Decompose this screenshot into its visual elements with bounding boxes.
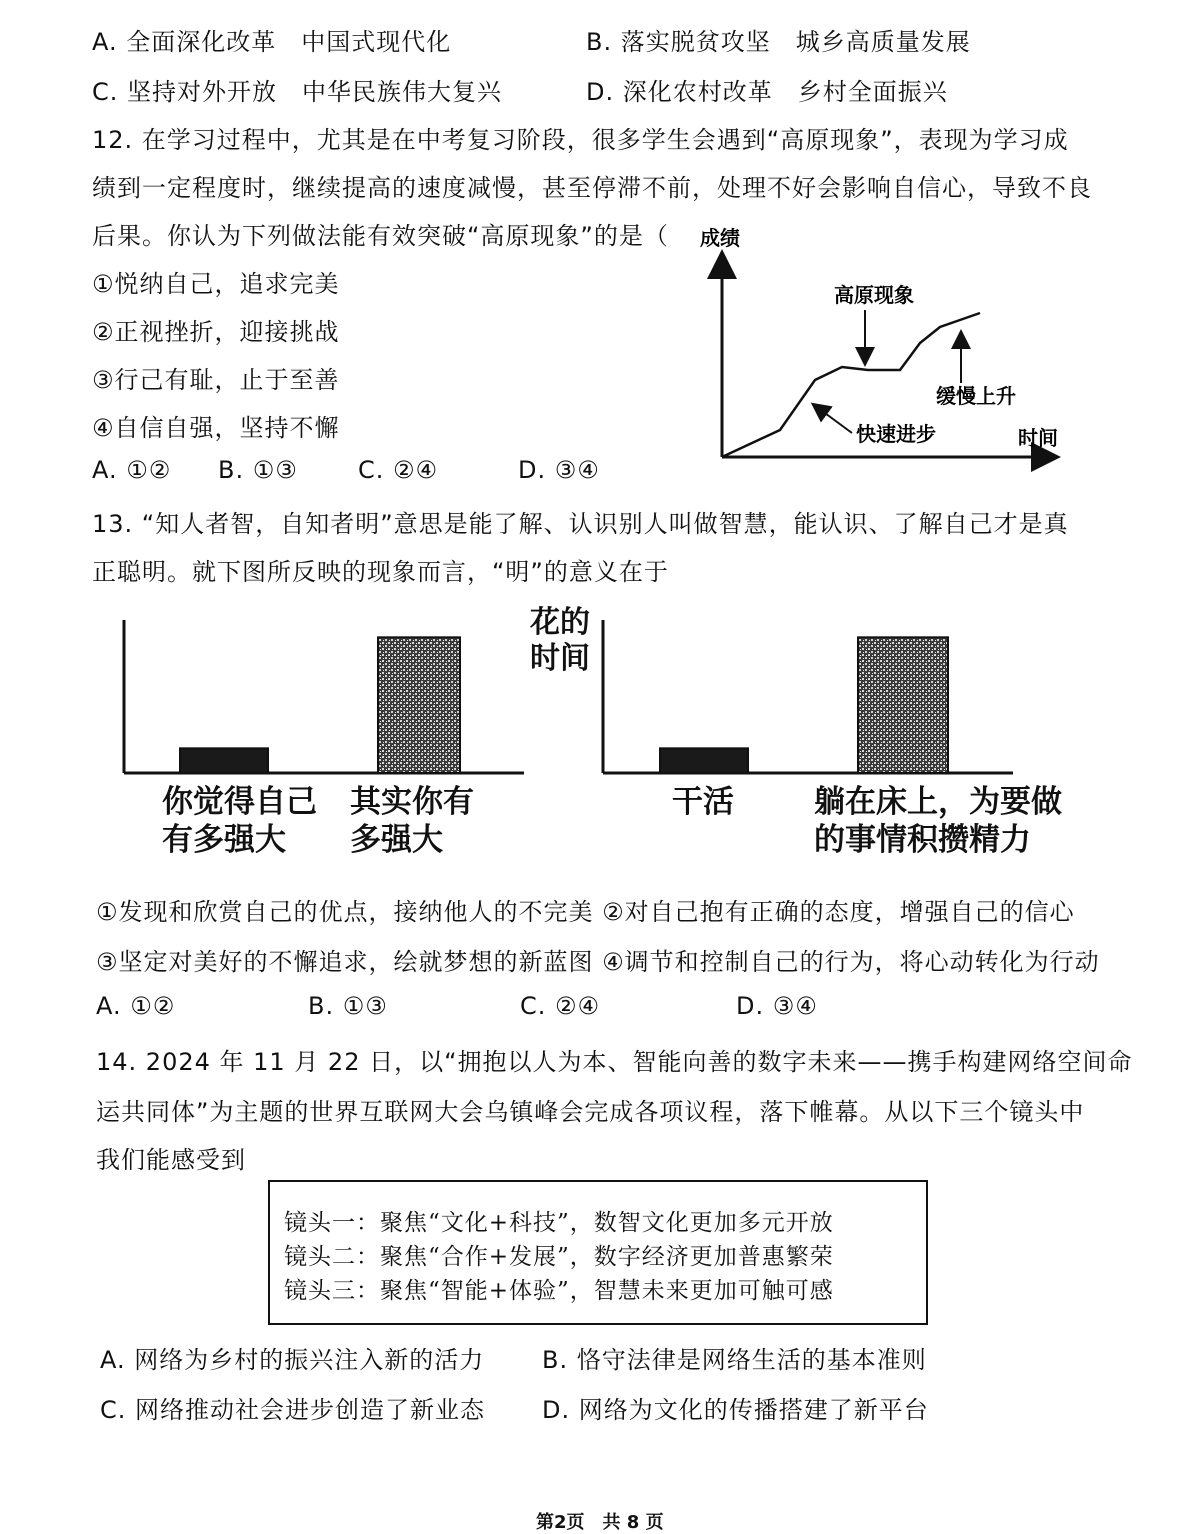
label-plateau: 高原现象 xyxy=(834,283,914,307)
q14-option-c: C. 网络推动社会进步创造了新业态 xyxy=(100,1396,486,1424)
q12-stem-line2: 绩到一定程度时，继续提高的速度减慢，甚至停滞不前，处理不好会影响自信心，导致不良 xyxy=(92,174,1092,202)
shot-1: 镜头一：聚焦“文化+科技”，数智文化更加多元开放 xyxy=(284,1210,834,1236)
q12-item-1: ①悦纳自己，追求完美 xyxy=(92,270,340,298)
q11-option-d: D. 深化农村改革 乡村全面振兴 xyxy=(586,78,948,106)
q14-stem-line3: 我们能感受到 xyxy=(96,1146,246,1174)
self-awareness-bar-charts xyxy=(100,600,1100,870)
q13-stem-line2: 正聪明。就下图所反映的现象而言，“明”的意义在于 xyxy=(92,558,669,586)
q14-option-d: D. 网络为文化的传播搭建了新平台 xyxy=(542,1396,929,1424)
shot-2: 镜头二：聚焦“合作+发展”，数字经济更加普惠繁荣 xyxy=(284,1244,834,1270)
chart-1-category-label-2: 其实你有 xyxy=(350,784,474,820)
shot-3: 镜头三：聚焦“智能+体验”，智慧未来更加可触可感 xyxy=(284,1278,834,1304)
graph-y-label: 成绩 xyxy=(700,226,740,250)
chart-2-category-label-2: 躺在床上，为要做 xyxy=(814,784,1062,820)
page-footer: 第2页 共 8 页 xyxy=(536,1512,664,1533)
chart-2-bar-2 xyxy=(858,637,948,773)
q13-option-c: C. ②④ xyxy=(520,992,601,1020)
chart-2-y-label: 花的 xyxy=(530,605,590,640)
q11-option-a: A. 全面深化改革 中国式现代化 xyxy=(92,28,452,56)
q14-stem-line2: 运共同体”为主题的世界互联网大会乌镇峰会完成各项议程，落下帷幕。从以下三个镜头中 xyxy=(96,1098,1085,1126)
q13-option-b: B. ①③ xyxy=(308,992,388,1020)
q12-stem-line3: 后果。你认为下列做法能有效突破“高原现象”的是（ xyxy=(92,222,669,250)
chart-1-bar-1 xyxy=(180,748,268,773)
label-fast-progress: 快速进步 xyxy=(856,422,936,446)
chart-2-bar-1 xyxy=(660,748,748,773)
chart-1-bar-2 xyxy=(378,637,460,773)
q12-option-a: A. ①② xyxy=(92,456,172,484)
q14-option-a: A. 网络为乡村的振兴注入新的活力 xyxy=(100,1346,485,1374)
q12-option-c: C. ②④ xyxy=(358,456,439,484)
q12-item-2: ②正视挫折，迎接挑战 xyxy=(92,318,340,346)
chart-1-category-label-1: 你觉得自己 xyxy=(162,784,317,820)
q12-item-4: ④自信自强，坚持不懈 xyxy=(92,414,340,442)
q14-stem-line1: 14. 2024 年 11 月 22 日，以“拥抱以人为本、智能向善的数字未来——携手构建网络空间命 xyxy=(96,1048,1133,1076)
q13-stem-line1: 13. “知人者智，自知者明”意思是能了解、认识别人叫做智慧，能认识、了解自己才是真 xyxy=(92,510,1069,538)
q13-option-a: A. ①② xyxy=(96,992,176,1020)
q14-shots-box xyxy=(268,1180,928,1325)
q12-option-d: D. ③④ xyxy=(518,456,600,484)
q11-option-b: B. 落实脱贫攻坚 城乡高质量发展 xyxy=(586,28,971,56)
label-slow-rise: 缓慢上升 xyxy=(936,384,1016,408)
chart-2-category-label-2: 的事情积攒精力 xyxy=(814,822,1031,858)
q12-item-3: ③行己有耻，止于至善 xyxy=(92,366,340,394)
plateau-graph xyxy=(680,215,1080,475)
chart-2-y-label: 时间 xyxy=(530,641,590,676)
chart-1-category-label-2: 多强大 xyxy=(350,822,443,858)
q13-items-line2: ③坚定对美好的不懈追求，绘就梦想的新蓝图 ④调节和控制自己的行为，将心动转化为行动 xyxy=(96,948,1100,976)
chart-1-category-label-1: 有多强大 xyxy=(162,822,286,858)
q12-option-b: B. ①③ xyxy=(218,456,298,484)
q13-option-d: D. ③④ xyxy=(736,992,818,1020)
q13-items-line1: ①发现和欣赏自己的优点，接纳他人的不完美 ②对自己抱有正确的态度，增强自己的信心 xyxy=(96,898,1075,926)
q11-option-c: C. 坚持对外开放 中华民族伟大复兴 xyxy=(92,78,503,106)
q14-option-b: B. 恪守法律是网络生活的基本准则 xyxy=(542,1346,927,1374)
q12-stem-line1: 12. 在学习过程中，尤其是在中考复习阶段，很多学生会遇到“高原现象”，表现为学习成 xyxy=(92,126,1069,154)
graph-x-label: 时间 xyxy=(1018,426,1058,450)
chart-2-category-label-1: 干活 xyxy=(672,784,734,820)
fast-progress-arrow xyxy=(814,405,852,433)
